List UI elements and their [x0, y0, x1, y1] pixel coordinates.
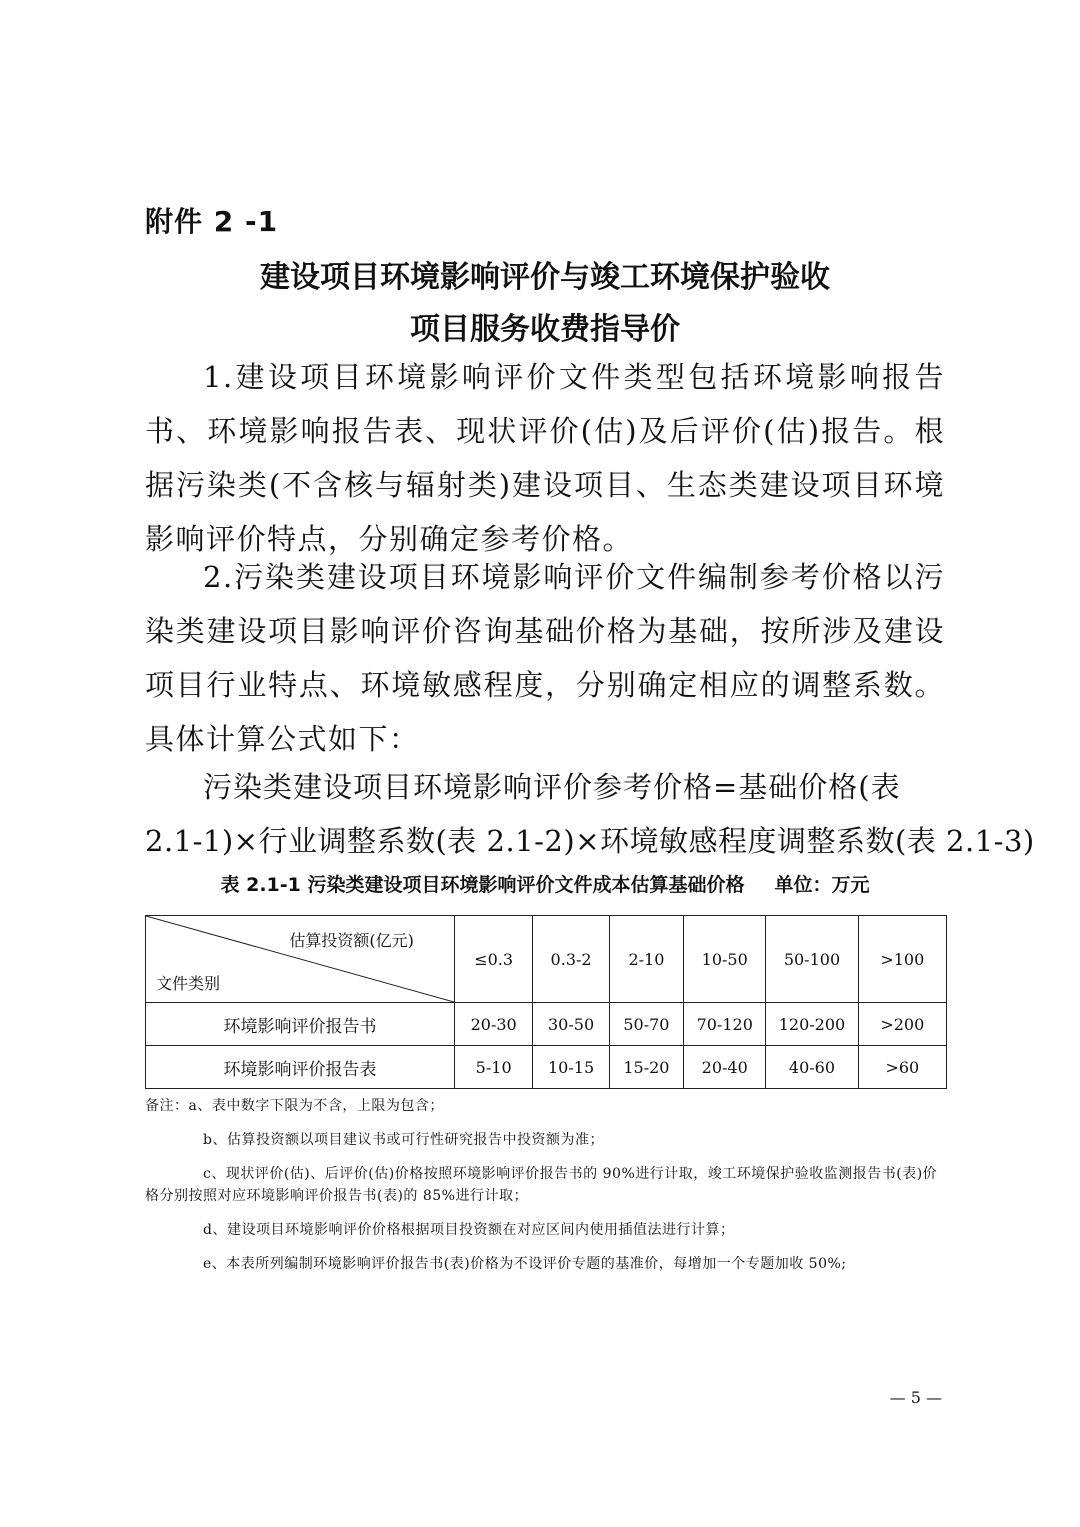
base-price-table — [145, 915, 947, 1089]
row-label: 环境影响评价报告表 — [146, 1046, 455, 1089]
formula-line2: 2.1-1)×行业调整系数(表 2.1-2)×环境敏感程度调整系数(表 2.1-3) — [145, 824, 1035, 858]
column-header: 50-100 — [766, 916, 858, 1003]
note-c: c、现状评价(估)、后评价(估)价格按照环境影响评价报告书的 90%进行计取，竣工环境保护验收监测报告书(表)价格分别按照对应环境影响评价报告书(表)的 85%进行计取； — [145, 1166, 938, 1204]
column-header: 0.3-2 — [533, 916, 609, 1003]
note-b: b、估算投资额以项目建议书或可行性研究报告中投资额为准； — [203, 1132, 604, 1148]
note-e: e、本表所列编制环境影响评价报告书(表)价格为不设评价专题的基准价，每增加一个专题加收 50%; — [203, 1256, 847, 1272]
table-header-row — [146, 916, 947, 1003]
file-type-header-label: 文件类别 — [156, 974, 221, 993]
column-header: >100 — [858, 916, 946, 1003]
page-number: — 5 — — [889, 1388, 942, 1407]
table-cell: 50-70 — [609, 1003, 683, 1046]
table-cell: >200 — [858, 1003, 946, 1046]
table-row — [146, 1003, 947, 1046]
column-header: 10-50 — [684, 916, 766, 1003]
row-label: 环境影响评价报告书 — [146, 1003, 455, 1046]
diagonal-header-cell — [146, 916, 455, 1003]
table-cell: 20-40 — [684, 1046, 766, 1089]
table-caption-title: 表 2.1-1 污染类建设项目环境影响评价文件成本估算基础价格 — [220, 874, 745, 896]
table-unit: 单位：万元 — [774, 874, 870, 896]
table-cell: 120-200 — [766, 1003, 858, 1046]
table-cell: 30-50 — [533, 1003, 609, 1046]
column-header: 2-10 — [609, 916, 683, 1003]
investment-header-label: 估算投资额(亿元) — [289, 931, 414, 950]
paragraph-2: 2.污染类建设项目环境影响评价文件编制参考价格以污染类建设项目影响评价咨询基础价格为基础，按所涉及建设项目行业特点、环境敏感程度，分别确定相应的调整系数。具体计算公式如下： — [145, 560, 945, 756]
note-d: d、建设项目环境影响评价价格根据项目投资额在对应区间内使用插值法进行计算； — [203, 1222, 735, 1238]
table-cell: 5-10 — [454, 1046, 532, 1089]
table-row — [146, 1046, 947, 1089]
column-header: ≤0.3 — [454, 916, 532, 1003]
attachment-label: 附件 2 -1 — [145, 205, 279, 238]
table-cell: 15-20 — [609, 1046, 683, 1089]
price-formula — [145, 760, 1035, 868]
paragraph-1: 1.建设项目环境影响评价文件类型包括环境影响报告书、环境影响报告表、现状评价(估)及后评价(估)报告。根据污染类(不含核与辐射类)建设项目、生态类建设项目环境影响评价特点，分别确定参考价格。 — [145, 360, 945, 556]
table-caption — [145, 870, 945, 897]
table-notes — [145, 1095, 945, 1287]
table-cell: 70-120 — [684, 1003, 766, 1046]
note-a: 备注：a、表中数字下限为不含，上限为包含； — [145, 1098, 444, 1114]
table-cell: >60 — [858, 1046, 946, 1089]
document-title-line1: 建设项目环境影响评价与竣工环境保护验收 — [260, 260, 830, 295]
table-cell: 20-30 — [454, 1003, 532, 1046]
table-cell: 10-15 — [533, 1046, 609, 1089]
document-title-line2: 项目服务收费指导价 — [410, 312, 680, 347]
table-cell: 40-60 — [766, 1046, 858, 1089]
formula-line1: 污染类建设项目环境影响评价参考价格=基础价格(表 — [203, 770, 901, 804]
